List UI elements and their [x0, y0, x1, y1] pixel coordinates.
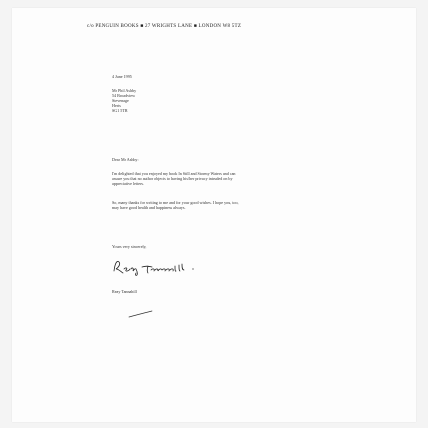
body-paragraph-1: [112, 171, 235, 186]
recipient-line: Herts: [112, 103, 121, 108]
salutation: Dear Mr Ashby:: [112, 157, 139, 162]
letterhead: c/o PENGUIN BOOKS ■ 27 WRIGHTS LANE ■ LONDON W8 5TZ: [87, 24, 242, 29]
body-line: may have good health and happiness always.: [112, 205, 186, 210]
recipient-line: SG1 5TR: [112, 108, 128, 113]
closing: Yours very sincerely,: [112, 244, 147, 249]
letter-page: [12, 8, 416, 422]
body-line: I'm delighted that you enjoyed my book In Still and Stormy Waters and can: [112, 171, 236, 176]
letter-date: 4 June 1995: [112, 74, 132, 79]
recipient-line: 54 Broadview: [112, 93, 136, 98]
handwritten-signature: [112, 257, 212, 277]
body-line: So, many thanks for writing to me and for your good wishes. I hope you, too,: [112, 200, 239, 205]
body-line: assure you that no author objects to having his/her privacy intruded on by: [112, 176, 233, 181]
recipient-line: Mr Phil Ashby: [112, 88, 137, 93]
pen-mark: [128, 309, 156, 319]
body-line: appreciative letters.: [112, 181, 145, 186]
recipient-line: Stevenage: [112, 98, 129, 103]
recipient-address: [112, 88, 136, 113]
signature-name: Reay Tannahill: [112, 289, 137, 294]
body-paragraph-2: [112, 200, 239, 210]
